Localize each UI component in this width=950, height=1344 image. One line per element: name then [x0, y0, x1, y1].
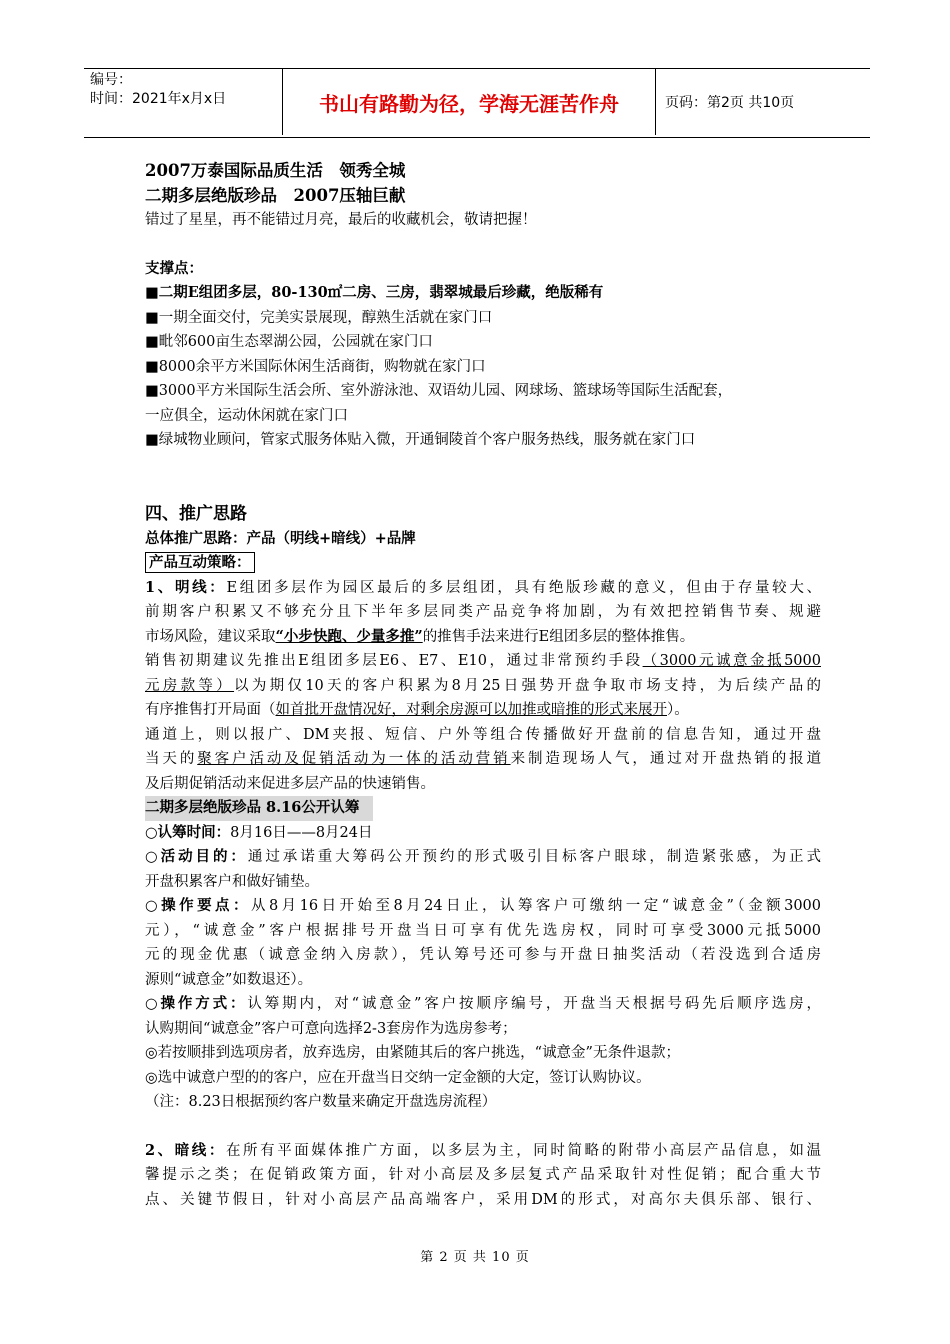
support-title: 支撑点： [145, 259, 203, 277]
slogan: 错过了星星，再不能错过月亮，最后的收藏机会，敬请把握！ [145, 212, 537, 228]
paragraph-line: 元房款等）以为期仅10天的客户积累为8月25日强势开盘争取市场支持，为后续产品的 [145, 677, 822, 694]
mingxian-label: 1、明线： [145, 578, 227, 596]
ops-line: ○操作要点：从8月16日开始至8月24日止，认筹客户可缴纳一定“诚意金”（金额3000 [145, 897, 822, 914]
title-line-2: 二期多层绝版珍品 2007压轴巨献 [145, 186, 406, 205]
page-header [84, 68, 870, 138]
method-line: ◎若按顺排到选项房者，放弃选房，由紧随其后的客户挑选，“诚意金”无条件退款； [145, 1045, 680, 1061]
support-item: ■二期E组团多层，80-130㎡二房、三房，翡翠城最后珍藏，绝版稀有 [145, 284, 604, 301]
paragraph-line: 有序推售打开局面（如首批开盘情况好，对剩余房源可以加推或暗推的形式来展开）。 [145, 702, 689, 718]
paragraph-line: 销售初期建议先推出E组团多层E6、E7、E10，通过非常预约手段（3000元诚意金抵5000 [145, 653, 821, 669]
number-label: 编号： [90, 72, 132, 88]
paragraph-line: 及后期促销活动来促进多层产品的快速销售。 [145, 775, 435, 792]
subscribe-title: 二期多层绝版珍品 8.16公开认筹 [145, 796, 373, 821]
anxian-line: 馨提示之类；在促销政策方面，针对小高层及多层复式产品采取针对性促销；配合重大节 [145, 1167, 821, 1183]
strategy-label: 产品互动策略： [145, 552, 255, 573]
purpose-line: 开盘积累客户和做好铺垫。 [145, 873, 319, 890]
support-item: ■3000平方米国际生活会所、室外游泳池、双语幼儿园、网球场、篮球场等国际生活配套， [145, 383, 733, 399]
subscribe-time: ○认筹时间：8月16日——8月24日 [145, 823, 373, 841]
header-info [90, 71, 276, 109]
note: （注：8.23日根据预约客户数量来确定开盘选房流程） [145, 1094, 497, 1110]
ops-line: 元），“诚意金”客户根据排号开盘当日可享有优先选房权，同时可享受3000元抵5000 [145, 922, 821, 939]
anxian-line: 2、暗线：在所有平面媒体推广方面，以多层为主，同时简略的附带小高层产品信息，如温 [145, 1141, 821, 1159]
page-footer: 第 2 页 共 10 页 [420, 1250, 530, 1265]
method-line: 认购期间“诚意金”客户可意向选择2-3套房作为选房参考； [145, 1020, 517, 1037]
time-label: 时间：2021年x月x日 [90, 91, 227, 107]
document-body [145, 158, 821, 1212]
paragraph-line: 当天的聚客户活动及促销活动为一体的活动营销来制造现场人气，通过对开盘热销的报道 [145, 751, 822, 767]
support-item: ■绿城物业顾问，管家式服务体贴入微，开通铜陵首个客户服务热线，服务就在家门口 [145, 432, 696, 448]
support-item: ■8000余平方米国际休闲生活商街，购物就在家门口 [145, 358, 486, 375]
overall-idea: 总体推广思路：产品（明线+暗线）+品牌 [145, 529, 416, 547]
purpose-line: ○活动目的：通过承诺重大筹码公开预约的形式吸引目标客户眼球，制造紧张感，为正式 [145, 848, 821, 865]
ops-line: 元的现金优惠（诚意金纳入房款），凭认筹号还可参与开盘日抽奖活动（若没选到合适房 [145, 947, 821, 963]
header-motto: 书山有路勤为径，学海无涯苦作舟 [282, 69, 656, 135]
key-strategy: “小步快跑、少量多推” [275, 627, 423, 645]
paragraph-line: 市场风险，建议采取“小步快跑、少量多推”的推售手法来进行E组团多层的整体推售。 [145, 627, 695, 645]
paragraph-line: 1、明线：E组团多层作为园区最后的多层组团，具有绝版珍藏的意义，但由于存量较大、 [145, 578, 821, 596]
paragraph-line: 通道上，则以报广、DM夹报、短信、户外等组合传播做好开盘前的信息告知，通过开盘 [145, 726, 821, 743]
support-item: 一应俱全，运动休闲就在家门口 [145, 407, 348, 424]
title-line-1: 2007万泰国际品质生活 领秀全城 [145, 161, 406, 180]
method-line: ○操作方式：认筹期内，对“诚意金”客户按顺序编号，开盘当天根据号码先后顺序选房， [145, 995, 821, 1012]
anxian-line: 点、关键节假日，针对小高层产品高端客户，采用DM的形式，对高尔夫俱乐部、银行、 [145, 1191, 821, 1208]
support-item: ■毗邻600亩生态翠湖公园，公园就在家门口 [145, 334, 433, 350]
method-line: ◎选中诚意户型的的客户，应在开盘当日交纳一定金额的大定，签订认购协议。 [145, 1069, 651, 1086]
section-4-title: 四、推广思路 [145, 503, 247, 524]
ops-line: 源则“诚意金”如数退还）。 [145, 971, 313, 988]
header-page-number: 页码：第2页 共10页 [665, 95, 795, 111]
support-item: ■一期全面交付，完美实景展现，醇熟生活就在家门口 [145, 309, 493, 326]
paragraph-line: 前期客户积累又不够充分且下半年多层同类产品竞争将加剧，为有效把控销售节奏、规避 [145, 604, 821, 620]
